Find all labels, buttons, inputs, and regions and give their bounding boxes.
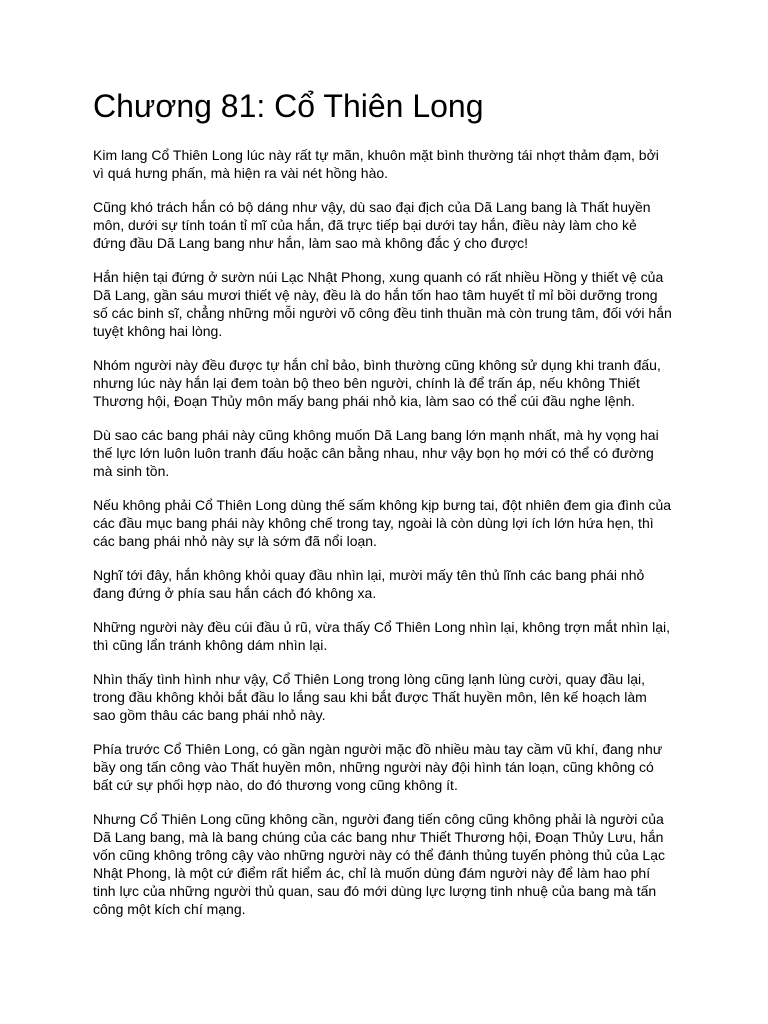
paragraph: Nhưng Cổ Thiên Long cũng không cần, người đang tiến công cũng không phải là người của Dã Lang bang, mà là bang chúng của các bang như Thiết Thương hội, Đoạn Thủy Lưu, hắn vốn cũng không trông cậy vào những người này có thể đánh thủng tuyến phòng thủ của Lạc Nhật Phong, là một cứ điểm rất hiểm ác, chỉ là muốn dùng đám người này để làm hao phí tinh lực của những người thủ quan, sau đó mới dùng lực lượng tinh nhuệ của bang mà tấn công một kích chí mạng. [93, 811, 666, 917]
paragraph: Dù sao các bang phái này cũng không muốn Dã Lang bang lớn mạnh nhất, mà hy vọng hai thế lực lớn luôn luôn tranh đấu hoặc cân bằng nhau, như vậy bọn họ mới có thể có đường mà sinh tồn. [93, 427, 659, 479]
paragraph: Kim lang Cổ Thiên Long lúc này rất tự mãn, khuôn mặt bình thường tái nhợt thảm đạm, bởi vì quá hưng phấn, mà hiện ra vài nét hồng hào. [93, 147, 659, 181]
paragraph: Nghĩ tới đây, hắn không khỏi quay đầu nhìn lại, mười mấy tên thủ lĩnh các bang phái nhỏ đang đứng ở phía sau hắn cách đó không xa. [93, 567, 645, 601]
paragraph: Nhìn thấy tình hình như vậy, Cổ Thiên Long trong lòng cũng lạnh lùng cười, quay đầu lại, trong đầu không khỏi bắt đầu lo lắng sau khi bắt được Thất huyền môn, lên kế hoạch làm sao gồm thâu các bang phái nhỏ này. [93, 671, 647, 723]
paragraph: Hắn hiện tại đứng ở sườn núi Lạc Nhật Phong, xung quanh có rất nhiều Hồng y thiết vệ của Dã Lang, gần sáu mươi thiết vệ này, đều là do hắn tốn hao tâm huyết tỉ mỉ bồi dưỡng trong số các binh sĩ, chẳng những mỗi người võ công đều tinh thuần mà còn trung tâm, đối với hắn tuyệt không hai lòng. [93, 269, 672, 339]
paragraph: Phía trước Cổ Thiên Long, có gần ngàn người mặc đồ nhiều màu tay cầm vũ khí, đang như bầy ong tấn công vào Thất huyền môn, những người này đội hình tán loạn, cũng không có bất cứ sự phối hợp nào, do đó thương vong cũng không ít. [93, 741, 663, 793]
paragraph: Nếu không phải Cổ Thiên Long dùng thế sấm không kịp bưng tai, đột nhiên đem gia đình của các đầu mục bang phái này không chế trong tay, ngoài là còn dùng lợi ích lớn hứa hẹn, thì các bang phái nhỏ này sự là sớm đã nổi loạn. [93, 497, 672, 549]
paragraph: Nhóm người này đều được tự hắn chỉ bảo, bình thường cũng không sử dụng khi tranh đấu, nhưng lúc này hắn lại đem toàn bộ theo bên người, chính là để trấn áp, nếu không Thiết Thương hội, Đoạn Thủy môn mấy bang phái nhỏ kia, làm sao có thể cúi đầu nghe lệnh. [93, 357, 661, 409]
paragraph: Cũng khó trách hắn có bộ dáng như vậy, dù sao đại địch của Dã Lang bang là Thất huyền môn, dưới sự tính toán tỉ mĩ của hắn, đã trực tiếp bại dưới tay hắn, điều này làm cho kẻ đứng đầu Dã Lang bang như hắn, làm sao mà không đắc ý cho được! [93, 199, 651, 251]
chapter-title: Chương 81: Cổ Thiên Long [93, 88, 484, 124]
paragraph: Những người này đều cúi đầu ủ rũ, vừa thấy Cổ Thiên Long nhìn lại, không trợn mắt nhìn lại, thì cũng lẩn tránh không dám nhìn lại. [93, 619, 671, 653]
